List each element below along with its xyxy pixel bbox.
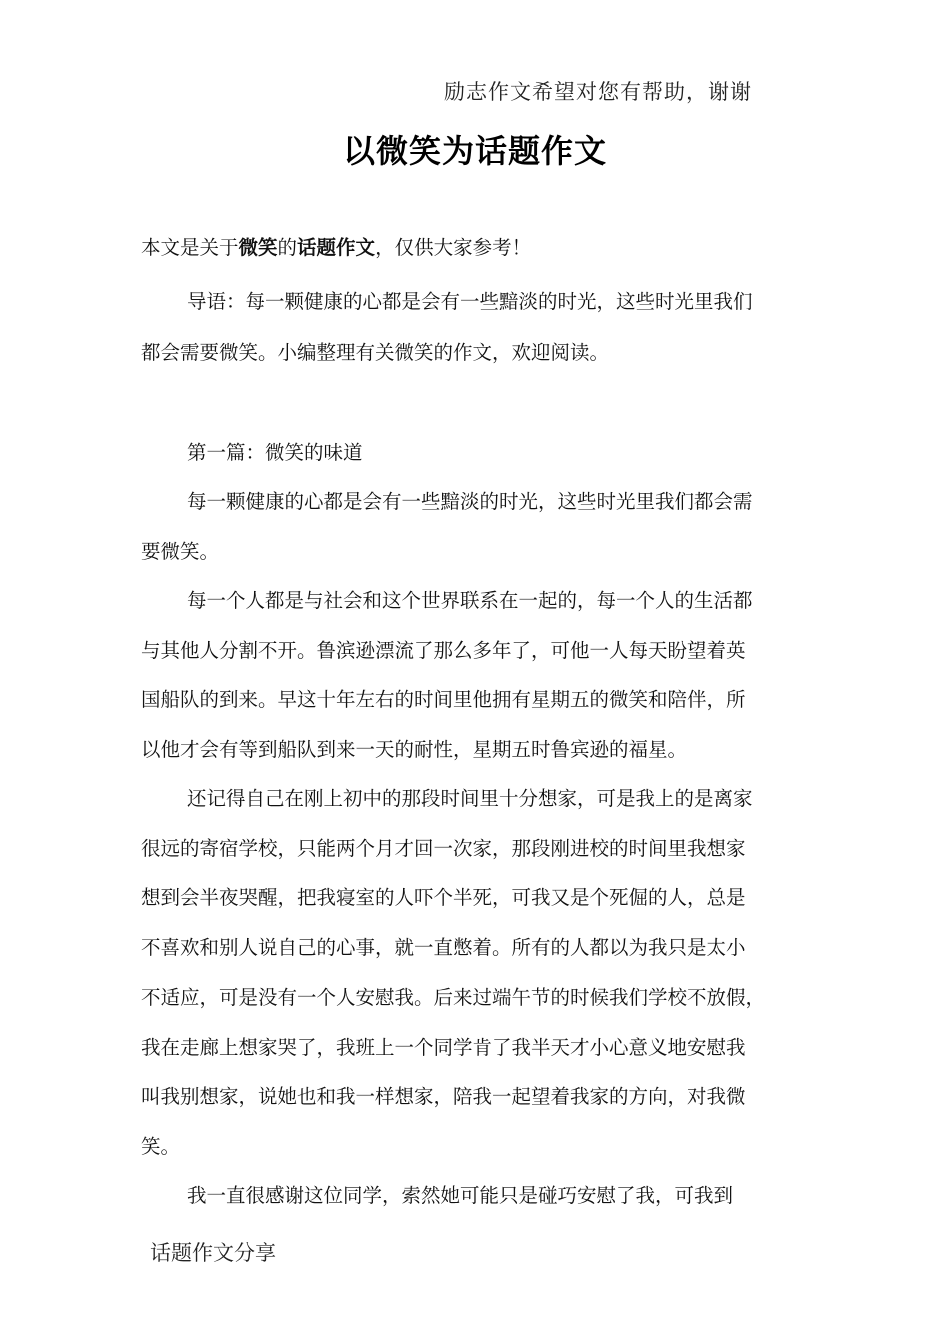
intro-text-3: ，仅供大家参考！ bbox=[375, 236, 532, 259]
paragraph-3-line-8: 笑。 bbox=[141, 1135, 181, 1158]
paragraph-3-line-6: 我在走廊上想家哭了，我班上一个同学肯了我半天才小心意义地安慰我 bbox=[141, 1036, 746, 1059]
paragraph-3-line-1: 还记得自己在刚上初中的那段时间里十分想家，可是我上的是离家 bbox=[187, 787, 753, 810]
paragraph-3-line-4: 不喜欢和别人说自己的心事，就一直憋着。所有的人都以为我只是太小 bbox=[141, 936, 746, 959]
paragraph-1-line-2: 要微笑。 bbox=[141, 540, 220, 563]
paragraph-2-line-1: 每一个人都是与社会和这个世界联系在一起的，每一个人的生活都 bbox=[187, 589, 753, 612]
guide-line-2: 都会需要微笑。小编整理有关微笑的作文，欢迎阅读。 bbox=[141, 341, 610, 364]
intro-keyword-smile: 微笑 bbox=[238, 236, 278, 259]
page-title: 以微笑为话题作文 bbox=[342, 132, 607, 170]
paragraph-3-line-3: 想到会半夜哭醒，把我寝室的人吓个半死，可我又是个死倔的人，总是 bbox=[141, 886, 746, 909]
intro-keyword-topic-essay: 话题作文 bbox=[297, 236, 376, 259]
footer-note: 话题作文分享 bbox=[150, 1241, 276, 1265]
guide-line-1: 导语：每一颗健康的心都是会有一些黯淡的时光，这些时光里我们 bbox=[187, 290, 753, 313]
paragraph-2-line-2: 与其他人分割不开。鲁滨逊漂流了那么多年了，可他一人每天盼望着英 bbox=[141, 639, 746, 662]
paragraph-3-line-2: 很远的寄宿学校，只能两个月才回一次家，那段刚进校的时间里我想家 bbox=[141, 837, 746, 860]
header-note: 励志作文希望对您有帮助，谢谢 bbox=[444, 80, 752, 104]
paragraph-3-line-5: 不适应，可是没有一个人安慰我。后来过端午节的时候我们学校不放假， bbox=[141, 986, 766, 1009]
paragraph-3-line-7: 叫我别想家，说她也和我一样想家，陪我一起望着我家的方向，对我微 bbox=[141, 1085, 746, 1108]
paragraph-2-line-4: 以他才会有等到船队到来一天的耐性，星期五时鲁宾逊的福星。 bbox=[141, 738, 688, 761]
paragraph-4-line-1: 我一直很感谢这位同学，索然她可能只是碰巧安慰了我，可我到 bbox=[187, 1184, 734, 1207]
section-title: 第一篇：微笑的味道 bbox=[187, 441, 363, 464]
intro-text-1: 本文是关于 bbox=[141, 236, 239, 259]
paragraph-2-line-3: 国船队的到来。早这十年左右的时间里他拥有星期五的微笑和陪伴，所 bbox=[141, 688, 746, 711]
intro-text-2: 的 bbox=[277, 236, 298, 259]
paragraph-1-line-1: 每一颗健康的心都是会有一些黯淡的时光，这些时光里我们都会需 bbox=[187, 490, 753, 513]
intro-line bbox=[141, 233, 531, 263]
